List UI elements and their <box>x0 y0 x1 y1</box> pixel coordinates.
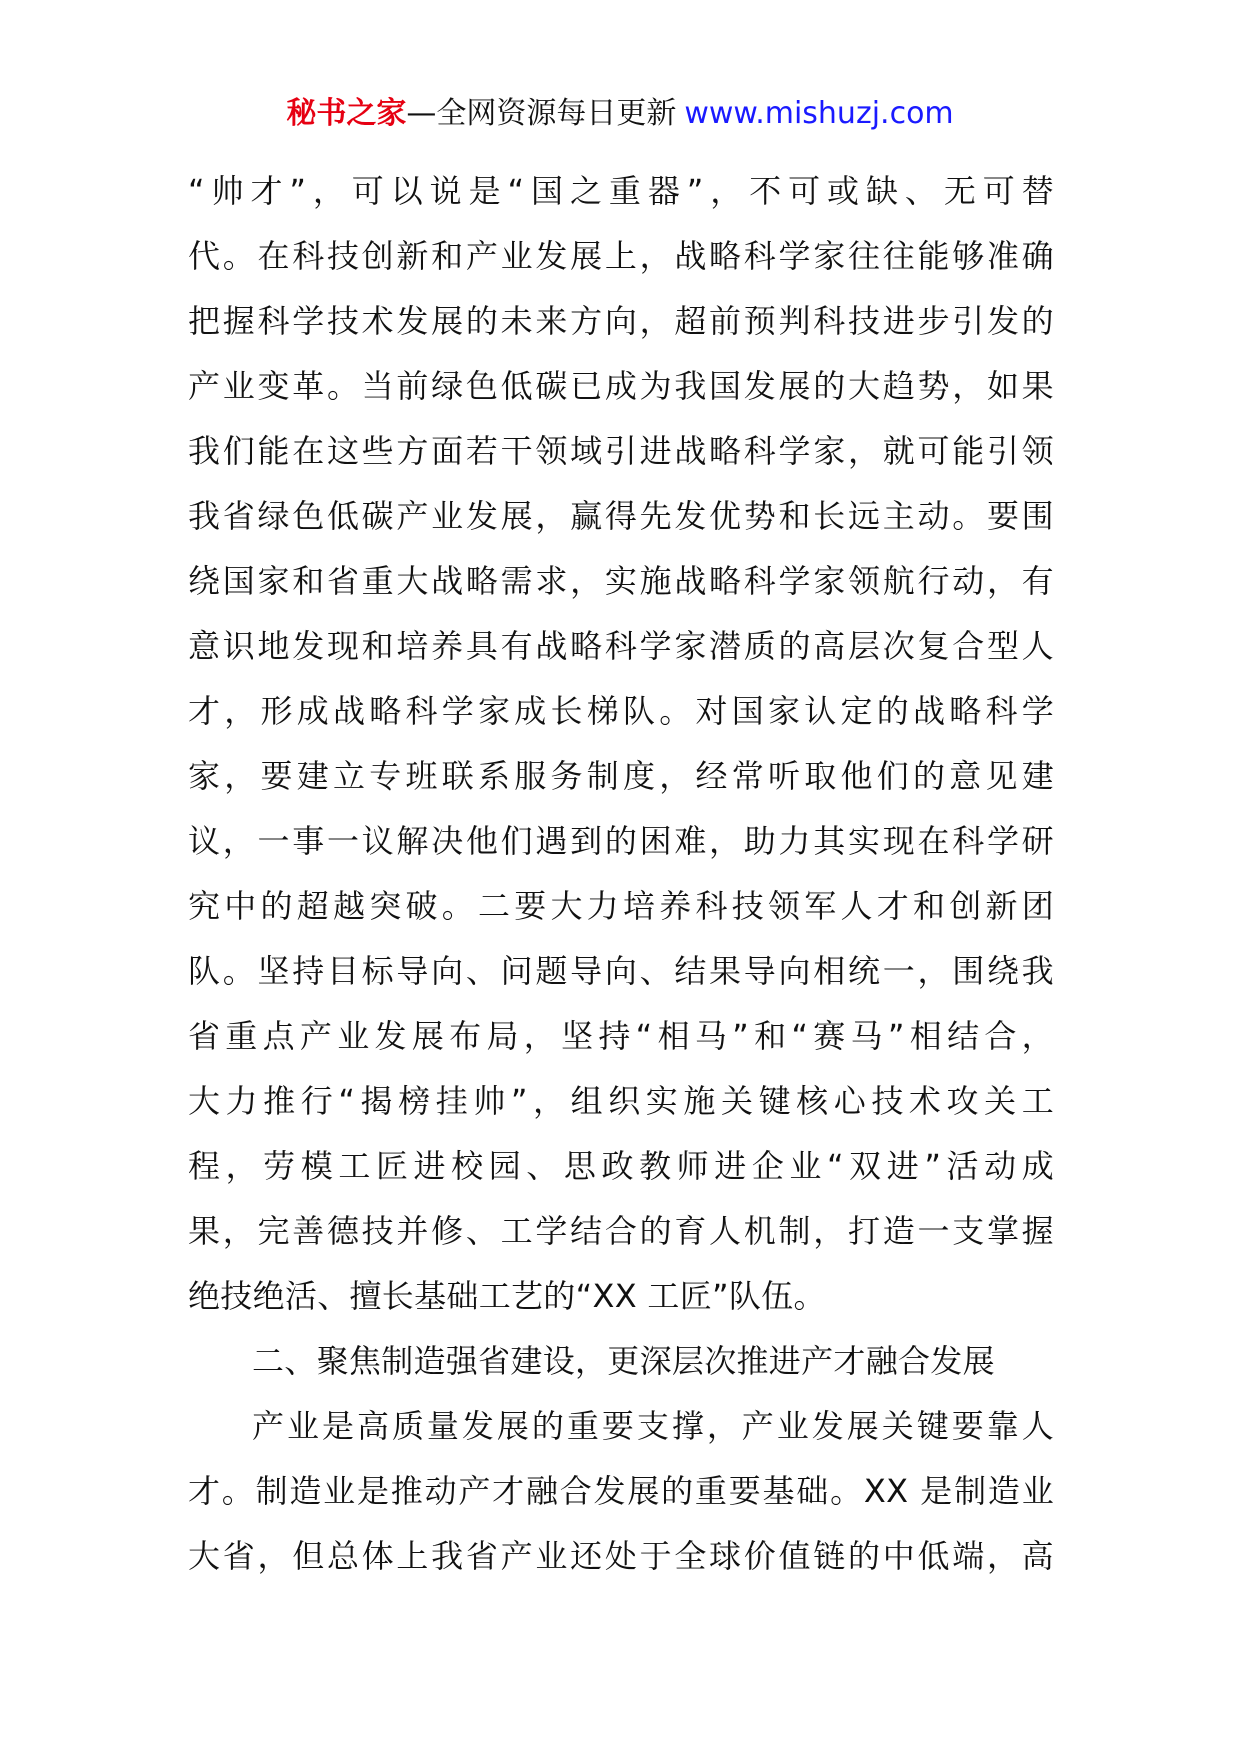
body-line: 我们能在这些方面若干领域引进战略科学家，就可能引领 <box>188 432 1054 470</box>
body-line: 意识地发现和培养具有战略科学家潜质的高层次复合型人 <box>188 627 1054 665</box>
site-tagline: —全网资源每日更新 <box>406 96 677 131</box>
document-body <box>188 159 1054 1589</box>
body-line: 议，一事一议解决他们遇到的困难，助力其实现在科学研 <box>188 822 1054 860</box>
body-line: 果，完善德技并修、工学结合的育人机制，打造一支掌握 <box>188 1212 1054 1250</box>
body-line: 家，要建立专班联系服务制度，经常听取他们的意见建 <box>188 757 1054 795</box>
section-heading: 二、聚焦制造强省建设，更深层次推进产才融合发展 <box>252 1342 995 1380</box>
body-line: 我省绿色低碳产业发展，赢得先发优势和长远主动。要围 <box>188 497 1054 535</box>
body-line: 队。坚持目标导向、问题导向、结果导向相统一，围绕我 <box>188 952 1054 990</box>
body-line: 省重点产业发展布局，坚持“相马”和“赛马”相结合， <box>188 1017 1054 1055</box>
body-line: 才，形成战略科学家成长梯队。对国家认定的战略科学 <box>188 692 1054 730</box>
page-header <box>0 90 1240 138</box>
body-line: 产业变革。当前绿色低碳已成为我国发展的大趋势，如果 <box>188 367 1054 405</box>
body-line: 代。在科技创新和产业发展上，战略科学家往往能够准确 <box>188 237 1054 275</box>
site-url-link[interactable]: www.mishuzj.com <box>684 96 954 131</box>
section-line: 产业是高质量发展的重要支撑，产业发展关键要靠人 <box>252 1407 1054 1445</box>
section-line: 大省，但总体上我省产业还处于全球价值链的中低端，高 <box>188 1537 1054 1575</box>
body-line: 大力推行“揭榜挂帅”，组织实施关键核心技术攻关工 <box>188 1082 1054 1120</box>
body-line: 绝技绝活、擅长基础工艺的“XX 工匠”队伍。 <box>188 1277 826 1315</box>
body-line: 把握科学技术发展的未来方向，超前预判科技进步引发的 <box>188 302 1054 340</box>
body-line: 程，劳模工匠进校园、思政教师进企业“双进”活动成 <box>188 1147 1054 1185</box>
body-line: 究中的超越突破。二要大力培养科技领军人才和创新团 <box>188 887 1054 925</box>
site-brand: 秘书之家 <box>286 96 407 131</box>
body-line: 绕国家和省重大战略需求，实施战略科学家领航行动，有 <box>188 562 1054 600</box>
body-line: “帅才”，可以说是“国之重器”，不可或缺、无可替 <box>188 172 1054 210</box>
section-line: 才。制造业是推动产才融合发展的重要基础。XX 是制造业 <box>188 1472 1054 1510</box>
